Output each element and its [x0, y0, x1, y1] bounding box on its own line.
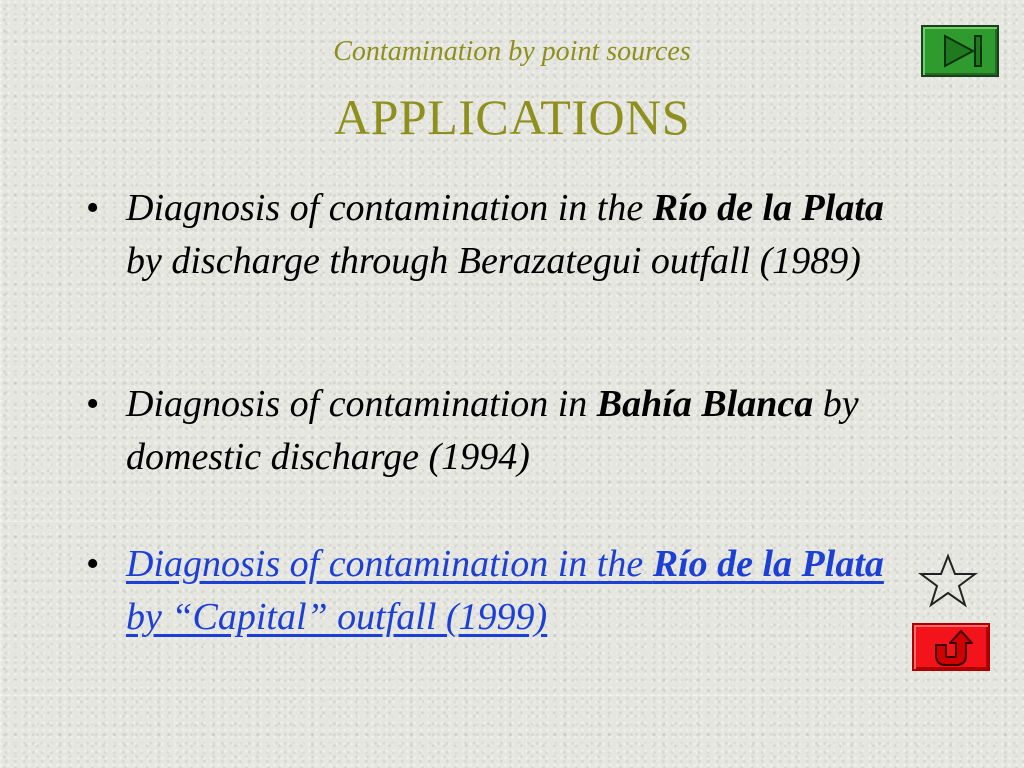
slide-subtitle: Contamination by point sources: [333, 36, 691, 67]
slide-title: APPLICATIONS: [333, 89, 691, 145]
bullet-text-bold: Río de la Plata: [652, 543, 884, 585]
next-slide-button[interactable]: [921, 25, 999, 77]
bullet-text: [126, 182, 886, 288]
bullet-text-post: by “Capital” outfall (1999): [126, 596, 548, 638]
bullet-text-pre: Diagnosis of contamination in: [126, 383, 597, 425]
bullet-text-pre: Diagnosis of contamination in the: [126, 543, 653, 585]
bullet-item: [86, 378, 886, 484]
next-end-icon: [923, 27, 997, 75]
return-arrow-icon: [914, 625, 988, 669]
bullet-marker: •: [86, 383, 100, 425]
bullet-text-pre: Diagnosis of contamination in the: [126, 187, 653, 229]
bullet-item: [86, 182, 886, 288]
bullet-text: [126, 378, 886, 484]
return-button[interactable]: [912, 623, 990, 671]
bullet-text-post: by discharge through Berazategui outfall (1989): [126, 240, 861, 282]
bullet-marker: •: [86, 543, 100, 585]
bullet-item: [86, 538, 886, 644]
bullet-hyperlink[interactable]: [126, 543, 884, 638]
bullet-text-bold: Bahía Blanca: [596, 383, 814, 425]
star-icon[interactable]: [915, 553, 981, 609]
bullet-text-bold: Río de la Plata: [652, 187, 884, 229]
bullet-text: [126, 538, 886, 644]
bullet-text-post: by domestic discharge (1994): [126, 383, 859, 478]
bullet-marker: •: [86, 187, 100, 229]
